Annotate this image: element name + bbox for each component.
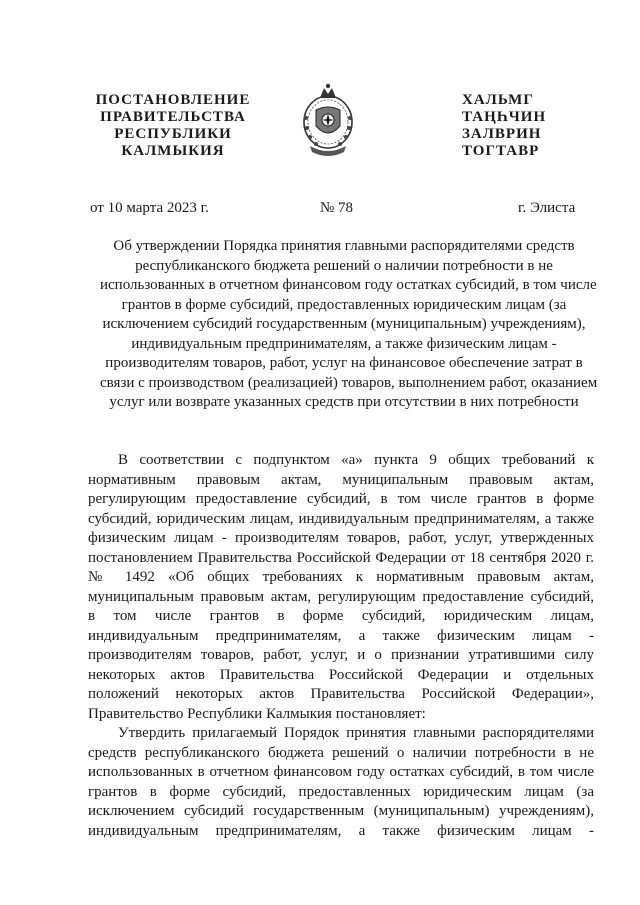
title-line: республиканского бюджета решений о наличии потребности в не (135, 257, 553, 274)
coat-of-arms-of-kalmykia-icon (298, 80, 358, 160)
header-left-block (88, 92, 258, 160)
body-line: индивидуальным предпринимателям, а также физическим лицам - (88, 822, 594, 839)
header-left-line: КАЛМЫКИЯ (121, 143, 225, 159)
header-right-line: ХАЛЬМГ (462, 92, 534, 108)
body-line: постановлением Правительства Российской Федерации от 18 сентября 2020 г. (88, 549, 594, 566)
body-line: Утвердить прилагаемый Порядок принятия главными распорядителями (118, 725, 594, 741)
body-line: средств республиканского бюджета решений о наличии потребности в не (88, 744, 594, 761)
header-left-line: ПРАВИТЕЛЬСТВА (100, 109, 246, 125)
header-left-line: ПОСТАНОВЛЕНИЕ (95, 92, 251, 108)
title-line: Об утверждении Порядка принятия главными распорядителями средств (113, 238, 575, 254)
body-line: субсидий, юридическим лицам, индивидуальным предпринимателям, а также (88, 510, 594, 527)
title-line: исключением субсидий государственным (муниципальным) учреждениям), (102, 316, 586, 332)
document-date: от 10 марта 2023 г. (90, 200, 209, 216)
header-left-line: РЕСПУБЛИКИ (114, 126, 232, 142)
body-line: В соответствии с подпунктом «а» пункта 9 общих требований к (118, 452, 594, 468)
body-line: Правительство Республики Калмыкия постановляет: (88, 705, 426, 722)
document-number: № 78 (320, 200, 354, 216)
header-right-block (462, 92, 572, 160)
body-line: в том числе грантов в форме субсидий, юридическим лицам, (88, 608, 594, 624)
body-line: индивидуальным предпринимателям, а также физическим лицам - (88, 627, 594, 644)
header-right-line: ТОГТАВР (462, 143, 540, 159)
body-line: исключением субсидий государственным (муниципальным) учреждениям), (88, 803, 594, 819)
title-line: использованных в отчетном финансовом году остатках субсидий, в том числе (100, 277, 597, 293)
title-line: услуг или возврате указанных средств при отсутствии в них потребности (109, 394, 579, 410)
title-line: связи с производством (реализацией) товаров, выполнением работ, оказанием (100, 374, 598, 391)
body-line: положений некоторых актов Правительства Российской Федерации», (88, 686, 594, 702)
header-right-line: ТАҢҺЧИН (462, 109, 547, 125)
document-body (88, 451, 594, 841)
title-line: грантов в форме субсидий, предоставленных юридическим лицам (за (121, 296, 567, 313)
body-line: использованных в отчетном финансовом году остатках субсидий, в том числе (88, 764, 594, 780)
body-line: регулирующим предоставление субсидий, в том числе грантов в форме (88, 491, 594, 507)
body-line: некоторых актов Правительства Российской Федерации и отдельных (88, 666, 594, 683)
body-line: физическим лицам - производителям товаров, работ, услуг, утвержденных (88, 530, 594, 546)
document-city: г. Элиста (518, 200, 576, 216)
body-line: муниципальным правовым актам, регулирующим предоставление субсидий, (88, 588, 594, 605)
title-line: индивидуальным предпринимателям, а также физическим лицам - (131, 335, 557, 352)
header-right-line: ЗАЛВРИН (462, 126, 542, 142)
body-line: производителям товаров, работ, услуг, и о признании утратившими силу (88, 647, 594, 663)
body-line: грантов в форме субсидий, предоставленных юридическим лицам (за (88, 783, 594, 800)
body-line: № 1492 «Об общих требованиях к нормативным правовым актам, (88, 569, 594, 585)
body-line: нормативным правовым актам, муниципальным правовым актам, (88, 471, 594, 488)
document-title (100, 237, 598, 413)
title-line: производителям товаров, работ, услуг на финансовое обеспечение затрат в (105, 355, 583, 371)
